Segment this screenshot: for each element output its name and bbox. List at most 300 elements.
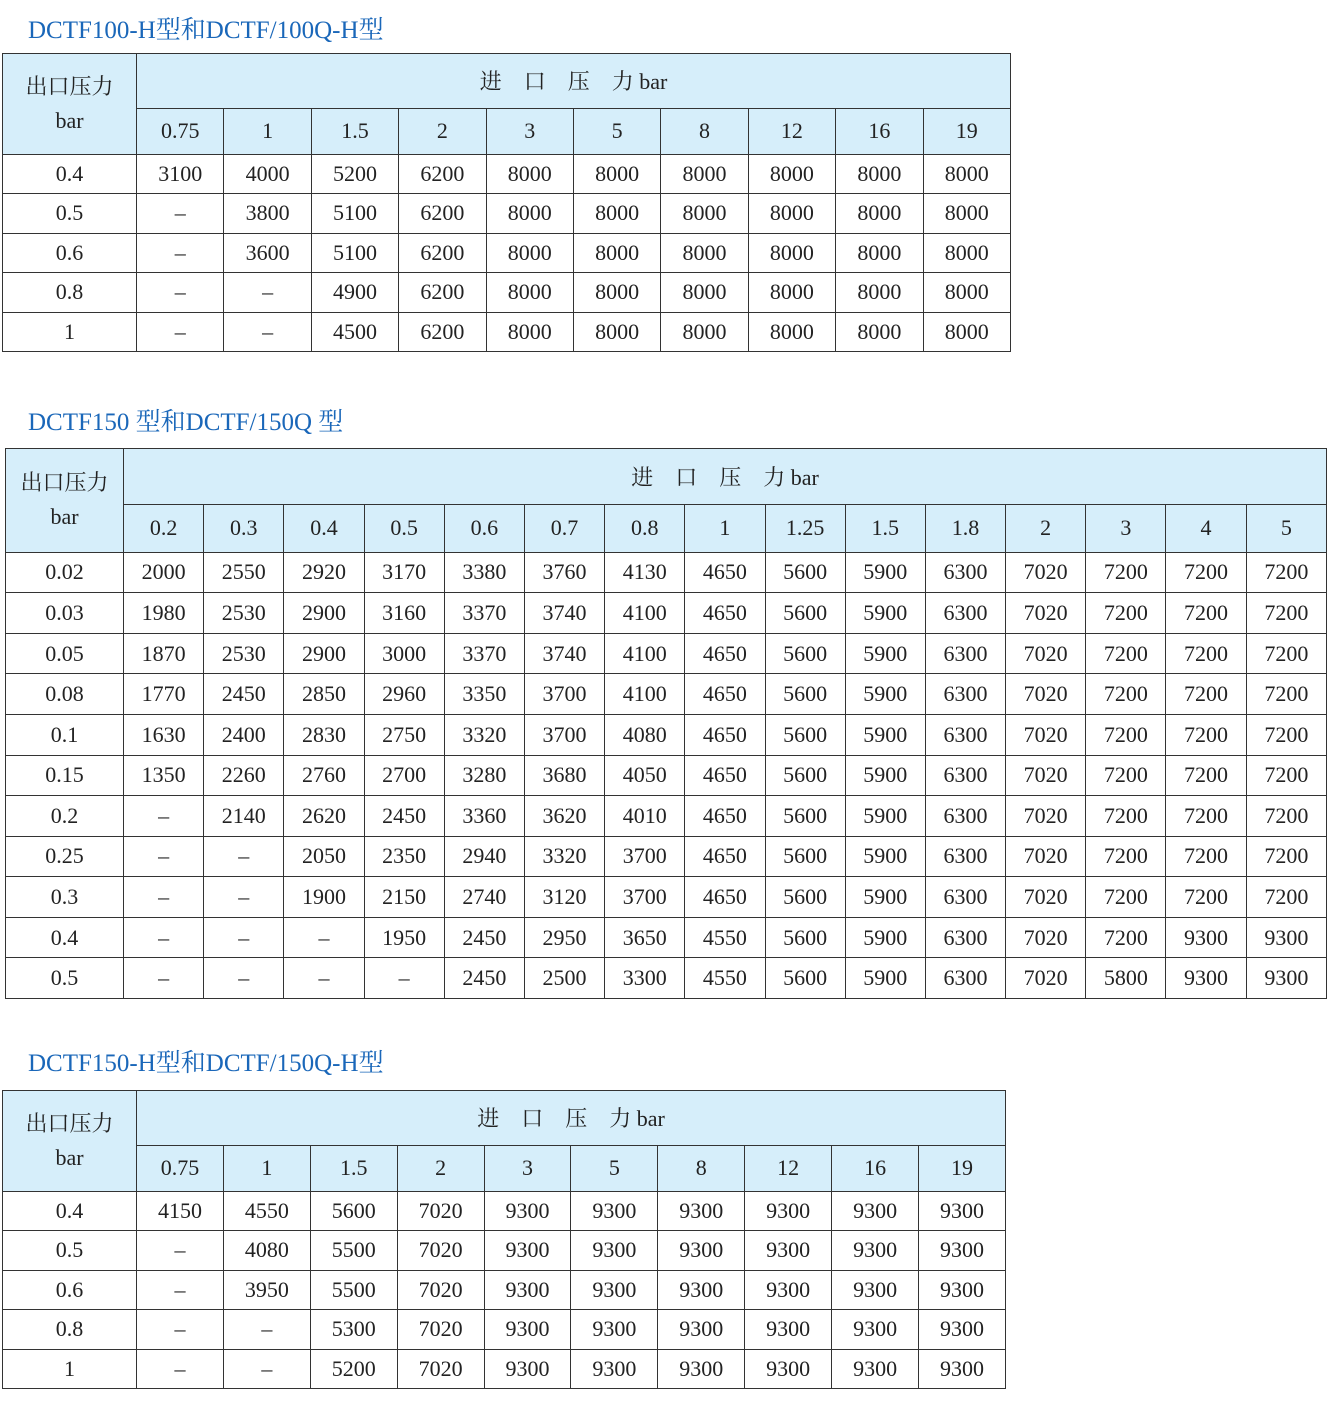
table-row: [6, 714, 1327, 755]
table-cell: 4000: [224, 154, 311, 193]
table-cell: –: [137, 1231, 224, 1270]
outlet-pressure-header: [3, 1091, 137, 1192]
row-label: 0.4: [3, 1191, 137, 1230]
column-header: 1.8: [925, 505, 1005, 552]
table-cell: 9300: [658, 1270, 745, 1309]
table-cell: 4050: [605, 755, 685, 796]
table-cell: –: [224, 312, 311, 351]
table-cell: –: [124, 917, 204, 958]
column-header: 5: [1246, 505, 1326, 552]
table-cell: 8000: [661, 194, 748, 233]
table-cell: 2260: [204, 755, 284, 796]
table-cell: 7200: [1246, 593, 1326, 634]
table-cell: 5600: [765, 836, 845, 877]
row-label: 0.8: [3, 273, 137, 312]
table-cell: 1630: [124, 714, 204, 755]
table-cell: 9300: [658, 1231, 745, 1270]
inlet-pressure-header: 进 口 压 力 bar: [137, 1091, 1006, 1146]
table-cell: –: [137, 1349, 224, 1388]
table-cell: 8000: [573, 312, 660, 351]
header-row: [3, 54, 1011, 109]
table-cell: 4010: [605, 796, 685, 837]
table-cell: 9300: [571, 1270, 658, 1309]
table-cell: 5600: [765, 755, 845, 796]
row-label: 0.05: [6, 633, 124, 674]
table-cell: 8000: [923, 154, 1010, 193]
table-cell: 7200: [1246, 674, 1326, 715]
table-cell: –: [204, 877, 284, 918]
table-cell: 7200: [1166, 633, 1246, 674]
table-cell: 3320: [524, 836, 604, 877]
table-cell: 3950: [223, 1270, 310, 1309]
table-cell: 9300: [832, 1231, 919, 1270]
table-cell: 4650: [685, 714, 765, 755]
table-cell: –: [137, 1270, 224, 1309]
table-row: [3, 1270, 1006, 1309]
row-label: 0.02: [6, 552, 124, 593]
table-cell: 8000: [573, 154, 660, 193]
table-cell: 8000: [661, 233, 748, 272]
table-cell: 7200: [1086, 714, 1166, 755]
column-header: 5: [573, 108, 660, 154]
table-cell: 2450: [364, 796, 444, 837]
table-cell: 5200: [311, 154, 398, 193]
table-cell: 1350: [124, 755, 204, 796]
table-cell: 6300: [925, 917, 1005, 958]
table-cell: 8000: [486, 233, 573, 272]
column-header-row: [3, 108, 1011, 154]
column-header: 2: [397, 1145, 484, 1191]
table-cell: 2400: [204, 714, 284, 755]
table-cell: 5100: [311, 194, 398, 233]
table-row: [6, 836, 1327, 877]
table-cell: 5600: [765, 917, 845, 958]
table-cell: 3700: [524, 674, 604, 715]
table-cell: –: [204, 836, 284, 877]
table-cell: 7200: [1166, 836, 1246, 877]
table-cell: 4650: [685, 755, 765, 796]
table-cell: 8000: [486, 154, 573, 193]
table-cell: 7020: [1006, 958, 1086, 999]
table-row: [6, 917, 1327, 958]
table-cell: 3350: [444, 674, 524, 715]
table-row: [6, 877, 1327, 918]
table-cell: 7200: [1086, 755, 1166, 796]
table-cell: 2450: [444, 958, 524, 999]
table-cell: 5900: [845, 755, 925, 796]
table-cell: 4130: [605, 552, 685, 593]
table-cell: 7200: [1166, 674, 1246, 715]
table-cell: 4100: [605, 593, 685, 634]
table-cell: –: [284, 917, 364, 958]
table-cell: 8000: [486, 312, 573, 351]
table-cell: 7200: [1246, 714, 1326, 755]
table-cell: 4100: [605, 633, 685, 674]
table-cell: –: [137, 194, 224, 233]
table-cell: 7020: [1006, 593, 1086, 634]
table-cell: 6200: [399, 312, 486, 351]
table-cell: 9300: [571, 1310, 658, 1349]
table-cell: 8000: [748, 154, 835, 193]
table-cell: 9300: [745, 1231, 832, 1270]
table-row: [6, 593, 1327, 634]
table-cell: 2450: [204, 674, 284, 715]
corner-unit: bar: [50, 504, 79, 530]
table-cell: 8000: [923, 312, 1010, 351]
table-cell: 2450: [444, 917, 524, 958]
table-cell: 7200: [1246, 796, 1326, 837]
column-header: 1: [223, 1145, 310, 1191]
table-cell: 9300: [658, 1310, 745, 1349]
table-cell: 7200: [1086, 917, 1166, 958]
header-row: [6, 449, 1327, 505]
table-cell: 9300: [1246, 958, 1326, 999]
table-cell: 6300: [925, 593, 1005, 634]
table-cell: 3160: [364, 593, 444, 634]
table-cell: 2350: [364, 836, 444, 877]
row-label: 0.15: [6, 755, 124, 796]
column-header: 0.75: [137, 108, 224, 154]
table-cell: 2620: [284, 796, 364, 837]
table-cell: 9300: [658, 1191, 745, 1230]
table-cell: 5600: [765, 593, 845, 634]
table-cell: 6300: [925, 958, 1005, 999]
table-cell: 7200: [1086, 552, 1166, 593]
table-row: [3, 1231, 1006, 1270]
table-cell: –: [124, 877, 204, 918]
table-cell: –: [364, 958, 444, 999]
table-cell: 3700: [524, 714, 604, 755]
table-cell: 5100: [311, 233, 398, 272]
table-cell: 3360: [444, 796, 524, 837]
table-cell: 7200: [1166, 796, 1246, 837]
table-row: [6, 633, 1327, 674]
table-row: [6, 755, 1327, 796]
table-cell: 7200: [1166, 877, 1246, 918]
table-cell: 3740: [524, 633, 604, 674]
column-header: 1: [224, 108, 311, 154]
table-cell: 6300: [925, 755, 1005, 796]
table-cell: 2140: [204, 796, 284, 837]
column-header: 3: [484, 1145, 571, 1191]
table-cell: 6200: [399, 273, 486, 312]
table-cell: 6200: [399, 194, 486, 233]
table-cell: 3700: [605, 836, 685, 877]
column-header: 2: [399, 108, 486, 154]
table-cell: 4500: [311, 312, 398, 351]
corner-unit: bar: [55, 1144, 84, 1170]
table-cell: 9300: [832, 1191, 919, 1230]
row-label: 0.1: [6, 714, 124, 755]
table-cell: 4080: [605, 714, 685, 755]
table-cell: 8000: [836, 233, 923, 272]
column-header: 0.6: [444, 505, 524, 552]
table-cell: 8000: [661, 154, 748, 193]
table-cell: 4650: [685, 877, 765, 918]
row-label: 0.6: [3, 1270, 137, 1309]
corner-label: 出口压力: [25, 73, 114, 99]
table-cell: 5600: [765, 714, 845, 755]
table-cell: 5300: [310, 1310, 397, 1349]
table-cell: 6300: [925, 674, 1005, 715]
table-cell: 2750: [364, 714, 444, 755]
table-cell: 7200: [1086, 877, 1166, 918]
column-header: 2: [1006, 505, 1086, 552]
table-cell: 6200: [399, 154, 486, 193]
table-cell: –: [137, 312, 224, 351]
table-cell: –: [124, 836, 204, 877]
table-cell: 9300: [1246, 917, 1326, 958]
table-cell: 5900: [845, 877, 925, 918]
table-cell: 7200: [1246, 552, 1326, 593]
column-header: 8: [661, 108, 748, 154]
table-cell: 1950: [364, 917, 444, 958]
table-row: [3, 1191, 1006, 1230]
table-cell: 9300: [484, 1349, 571, 1388]
table-cell: 2900: [284, 593, 364, 634]
header-row: [3, 1091, 1006, 1146]
table-row: [3, 1310, 1006, 1349]
row-label: 1: [3, 312, 137, 351]
table-cell: 8000: [923, 233, 1010, 272]
table-cell: 9300: [919, 1349, 1006, 1388]
table-cell: 6200: [399, 233, 486, 272]
table-cell: 2700: [364, 755, 444, 796]
table-cell: 8000: [836, 312, 923, 351]
column-header: 19: [923, 108, 1010, 154]
column-header: 0.7: [524, 505, 604, 552]
row-label: 0.5: [3, 1231, 137, 1270]
table-cell: 6300: [925, 552, 1005, 593]
table-cell: 3760: [524, 552, 604, 593]
table-cell: 9300: [745, 1310, 832, 1349]
table-cell: 9300: [484, 1310, 571, 1349]
table-cell: 6300: [925, 714, 1005, 755]
outlet-pressure-header: [6, 449, 124, 553]
table-cell: 8000: [748, 273, 835, 312]
column-header: 1.5: [845, 505, 925, 552]
column-header-row: [6, 505, 1327, 552]
table-cell: 7020: [397, 1270, 484, 1309]
table-cell: 7200: [1166, 714, 1246, 755]
table-cell: 4080: [223, 1231, 310, 1270]
table-cell: 7200: [1086, 593, 1166, 634]
column-header: 3: [486, 108, 573, 154]
table-cell: 4100: [605, 674, 685, 715]
table-cell: 3280: [444, 755, 524, 796]
row-label: 0.5: [6, 958, 124, 999]
table-cell: 3380: [444, 552, 524, 593]
table-cell: 2740: [444, 877, 524, 918]
table-cell: 7020: [397, 1191, 484, 1230]
table-cell: 1980: [124, 593, 204, 634]
table-cell: 5900: [845, 796, 925, 837]
column-header: 4: [1166, 505, 1246, 552]
table-cell: 5600: [765, 796, 845, 837]
inlet-pressure-header: 进 口 压 力 bar: [137, 54, 1011, 109]
table-cell: 3120: [524, 877, 604, 918]
column-header: 19: [919, 1145, 1006, 1191]
table-cell: 1770: [124, 674, 204, 715]
column-header: 1.5: [310, 1145, 397, 1191]
table-cell: 7020: [1006, 633, 1086, 674]
column-header: 16: [832, 1145, 919, 1191]
column-header: 0.75: [137, 1145, 224, 1191]
table-cell: –: [204, 917, 284, 958]
row-label: 0.25: [6, 836, 124, 877]
table-cell: 6300: [925, 633, 1005, 674]
table-cell: 8000: [661, 273, 748, 312]
table-cell: 7200: [1086, 633, 1166, 674]
table-cell: 7020: [1006, 674, 1086, 715]
column-header: 0.8: [605, 505, 685, 552]
corner-unit: bar: [55, 107, 84, 133]
table-cell: 7200: [1246, 836, 1326, 877]
table-cell: 5900: [845, 593, 925, 634]
table-cell: 7200: [1086, 796, 1166, 837]
row-label: 0.5: [3, 194, 137, 233]
table-cell: 7020: [1006, 877, 1086, 918]
table-cell: 9300: [745, 1349, 832, 1388]
table-row: [6, 958, 1327, 999]
table-cell: 2050: [284, 836, 364, 877]
row-label: 0.8: [3, 1310, 137, 1349]
table-title-dctf150: DCTF150 型和DCTF/150Q 型: [28, 409, 344, 436]
outlet-pressure-header: [3, 54, 137, 155]
table-cell: 7020: [1006, 552, 1086, 593]
table-cell: 9300: [658, 1349, 745, 1388]
table-cell: 9300: [1166, 958, 1246, 999]
column-header: 0.5: [364, 505, 444, 552]
table-cell: 5600: [765, 877, 845, 918]
table-cell: 6300: [925, 877, 1005, 918]
table-cell: 2830: [284, 714, 364, 755]
table-cell: 8000: [923, 194, 1010, 233]
table-cell: 2530: [204, 633, 284, 674]
table-cell: 1900: [284, 877, 364, 918]
table-cell: 4550: [685, 958, 765, 999]
table-cell: 2950: [524, 917, 604, 958]
row-label: 0.4: [6, 917, 124, 958]
table-cell: 4900: [311, 273, 398, 312]
table-cell: –: [137, 1310, 224, 1349]
table-cell: 5600: [310, 1191, 397, 1230]
table-cell: 8000: [573, 233, 660, 272]
table-cell: 2550: [204, 552, 284, 593]
inlet-pressure-header: 进 口 压 力 bar: [124, 449, 1327, 505]
table-cell: 3600: [224, 233, 311, 272]
table-cell: 9300: [832, 1349, 919, 1388]
table-cell: 4650: [685, 633, 765, 674]
table-cell: 5200: [310, 1349, 397, 1388]
table-cell: –: [224, 273, 311, 312]
table-cell: 5900: [845, 633, 925, 674]
row-label: 0.2: [6, 796, 124, 837]
table-cell: 4650: [685, 593, 765, 634]
table-cell: 5600: [765, 633, 845, 674]
table-cell: 8000: [573, 273, 660, 312]
table-cell: 9300: [571, 1231, 658, 1270]
column-header: 0.3: [204, 505, 284, 552]
table-cell: –: [223, 1310, 310, 1349]
table-row: [6, 674, 1327, 715]
table-cell: 3170: [364, 552, 444, 593]
table-cell: 7200: [1166, 755, 1246, 796]
table-cell: 3620: [524, 796, 604, 837]
table-cell: 5900: [845, 552, 925, 593]
table-title-dctf150h: DCTF150-H型和DCTF/150Q-H型: [28, 1050, 384, 1077]
corner-label: 出口压力: [25, 1110, 114, 1136]
table-cell: 1870: [124, 633, 204, 674]
table-cell: 9300: [571, 1349, 658, 1388]
table-cell: 5500: [310, 1270, 397, 1309]
table-cell: 7200: [1166, 593, 1246, 634]
table-cell: 2900: [284, 633, 364, 674]
column-header: 16: [836, 108, 923, 154]
table-cell: 7200: [1086, 674, 1166, 715]
table-title-dctf100h: DCTF100-H型和DCTF/100Q-H型: [28, 17, 384, 44]
table-cell: 7020: [1006, 796, 1086, 837]
table-cell: –: [204, 958, 284, 999]
table-cell: 8000: [661, 312, 748, 351]
table-cell: 5900: [845, 674, 925, 715]
table-cell: 4650: [685, 796, 765, 837]
table-cell: 3740: [524, 593, 604, 634]
table-cell: 5500: [310, 1231, 397, 1270]
table-row: [3, 312, 1011, 351]
table-cell: 5900: [845, 836, 925, 877]
table-cell: 7020: [397, 1349, 484, 1388]
table-cell: 2920: [284, 552, 364, 593]
table-cell: 7200: [1246, 877, 1326, 918]
table-row: [3, 273, 1011, 312]
table-cell: 9300: [1166, 917, 1246, 958]
table-cell: 8000: [486, 273, 573, 312]
column-header: 5: [571, 1145, 658, 1191]
table-cell: 7200: [1246, 755, 1326, 796]
table-row: [6, 796, 1327, 837]
table-cell: 2500: [524, 958, 604, 999]
table-cell: 8000: [748, 233, 835, 272]
table-cell: 8000: [836, 194, 923, 233]
table-cell: 5800: [1086, 958, 1166, 999]
table-cell: 8000: [486, 194, 573, 233]
table-cell: 5900: [845, 958, 925, 999]
table-cell: –: [137, 233, 224, 272]
table-cell: 9300: [745, 1191, 832, 1230]
table-cell: –: [223, 1349, 310, 1388]
table-cell: 9300: [919, 1270, 1006, 1309]
table-cell: 8000: [748, 312, 835, 351]
column-header: 12: [748, 108, 835, 154]
row-label: 0.6: [3, 233, 137, 272]
table-cell: 9300: [832, 1270, 919, 1309]
table-cell: 5900: [845, 714, 925, 755]
table-cell: 4650: [685, 836, 765, 877]
pressure-table-dctf100h: [2, 53, 1011, 352]
table-cell: 3370: [444, 593, 524, 634]
table-cell: 3300: [605, 958, 685, 999]
row-label: 0.08: [6, 674, 124, 715]
column-header: 1: [685, 505, 765, 552]
table-cell: 3700: [605, 877, 685, 918]
column-header: 8: [658, 1145, 745, 1191]
row-label: 0.3: [6, 877, 124, 918]
corner-label: 出口压力: [20, 470, 109, 496]
table-cell: 8000: [836, 154, 923, 193]
table-cell: 4150: [137, 1191, 224, 1230]
table-cell: 2150: [364, 877, 444, 918]
